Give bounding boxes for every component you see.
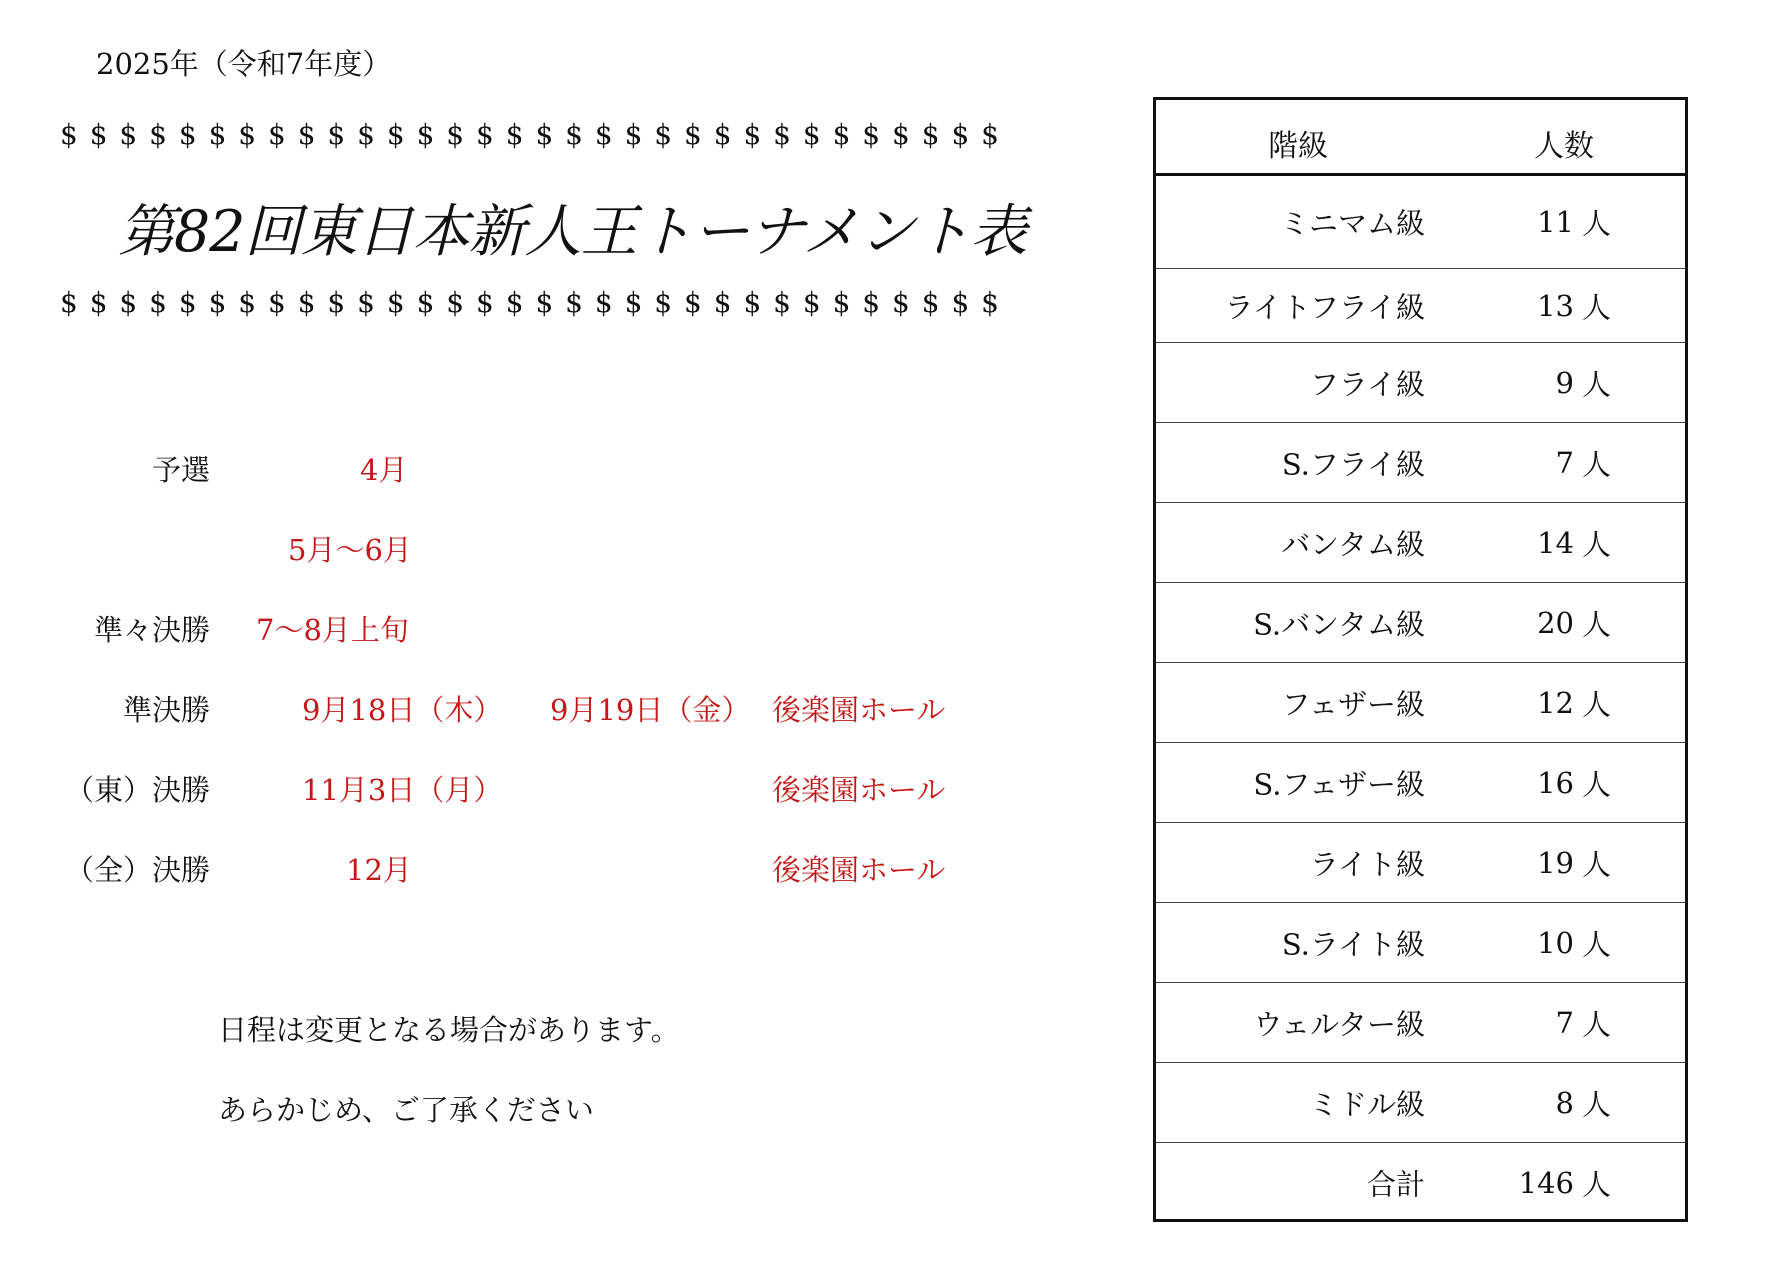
participant-count: 8 [1555, 1085, 1574, 1120]
table-header [1156, 100, 1685, 176]
participant-count: 16 [1537, 765, 1574, 800]
participant-count: 7 [1555, 445, 1574, 480]
weight-class-name: ミニマム級 [1279, 206, 1425, 241]
year-label: 2025年（令和7年度） [96, 47, 392, 81]
schedule-date: 11月3日（月） [302, 773, 503, 807]
dollar-divider-bottom: $ $ $ $ $ $ $ $ $ $ $ $ $ $ $ $ $ $ $ $ $ $ $ $ $ $ $ $ $ $ $ $ [60, 286, 1001, 319]
dollar-divider-top: $ $ $ $ $ $ $ $ $ $ $ $ $ $ $ $ $ $ $ $ $ $ $ $ $ $ $ $ $ $ $ $ [60, 118, 1001, 151]
weight-class-name: ウェルター級 [1253, 1007, 1425, 1041]
count-unit: 人 [1582, 1007, 1612, 1041]
participant-count: 19 [1537, 845, 1574, 880]
table-row [1156, 983, 1685, 1063]
header-class: 階級 [1268, 129, 1328, 164]
table-row [1156, 269, 1685, 343]
count-unit: 人 [1582, 206, 1612, 241]
participant-count: 9 [1555, 365, 1574, 400]
count-unit: 人 [1582, 527, 1612, 561]
count-unit: 人 [1582, 1167, 1612, 1201]
schedule-date: 12月 [346, 853, 412, 887]
table-row [1156, 423, 1685, 503]
schedule-date: 7～8月上旬 [256, 613, 409, 647]
participant-count: 11 [1537, 205, 1574, 239]
participant-count: 146 [1518, 1165, 1574, 1200]
schedule-venue: 後楽園ホール [772, 693, 946, 727]
count-unit: 人 [1582, 607, 1612, 641]
participant-count: 10 [1537, 925, 1574, 960]
count-unit: 人 [1582, 290, 1612, 324]
header-count: 人数 [1534, 129, 1594, 164]
schedule-note-2: あらかじめ、ご了承ください [218, 1093, 594, 1127]
weight-class-name: S.ライト級 [1281, 927, 1425, 961]
weight-class-name: フェザー級 [1281, 687, 1425, 721]
weight-class-name: 合計 [1366, 1167, 1425, 1201]
participant-count: 20 [1537, 605, 1574, 640]
participant-count: 12 [1537, 685, 1574, 720]
count-unit: 人 [1582, 1087, 1612, 1121]
table-row [1156, 903, 1685, 983]
schedule-venue: 後楽園ホール [772, 853, 946, 887]
table-row [1156, 503, 1685, 583]
table-row [1156, 743, 1685, 823]
participant-count: 7 [1555, 1005, 1574, 1040]
weight-class-name: S.フェザー級 [1253, 767, 1425, 801]
schedule-venue: 後楽園ホール [772, 773, 946, 807]
schedule-label: （東）決勝 [64, 773, 210, 807]
weight-class-name: S.バンタム級 [1253, 607, 1425, 641]
schedule-label: （全）決勝 [64, 853, 210, 887]
schedule-date-2: 9月19日（金） [550, 693, 751, 727]
schedule-note: 日程は変更となる場合があります。 [218, 1013, 680, 1047]
weight-class-name: ミドル級 [1308, 1087, 1425, 1121]
schedule-label: 予選 [151, 453, 210, 487]
count-unit: 人 [1582, 367, 1612, 401]
table-row [1156, 823, 1685, 903]
participant-count: 14 [1537, 525, 1574, 560]
table-row [1156, 176, 1685, 269]
schedule-date: 4月 [360, 453, 408, 487]
schedule-date: 5月～6月 [288, 533, 412, 567]
count-unit: 人 [1582, 767, 1612, 801]
schedule-date: 9月18日（木） [302, 693, 503, 727]
weight-class-table [1153, 97, 1688, 1222]
weight-class-name: フライ級 [1309, 367, 1425, 401]
table-row [1156, 343, 1685, 423]
weight-class-name: バンタム級 [1281, 527, 1425, 561]
schedule-label: 準決勝 [122, 693, 210, 727]
weight-class-name: S.フライ級 [1281, 447, 1425, 481]
page-title: 第82回東日本新人王トーナメント表 [118, 199, 1027, 265]
table-row [1156, 583, 1685, 663]
schedule-label: 準々決勝 [93, 613, 210, 647]
count-unit: 人 [1582, 927, 1612, 961]
table-row [1156, 1063, 1685, 1143]
table-row [1156, 1143, 1685, 1222]
weight-class-name: ライト級 [1309, 847, 1425, 881]
count-unit: 人 [1582, 447, 1612, 481]
participant-count: 13 [1537, 288, 1574, 323]
table-row [1156, 663, 1685, 743]
weight-class-name: ライトフライ級 [1224, 290, 1425, 324]
count-unit: 人 [1582, 847, 1612, 881]
count-unit: 人 [1582, 687, 1612, 721]
